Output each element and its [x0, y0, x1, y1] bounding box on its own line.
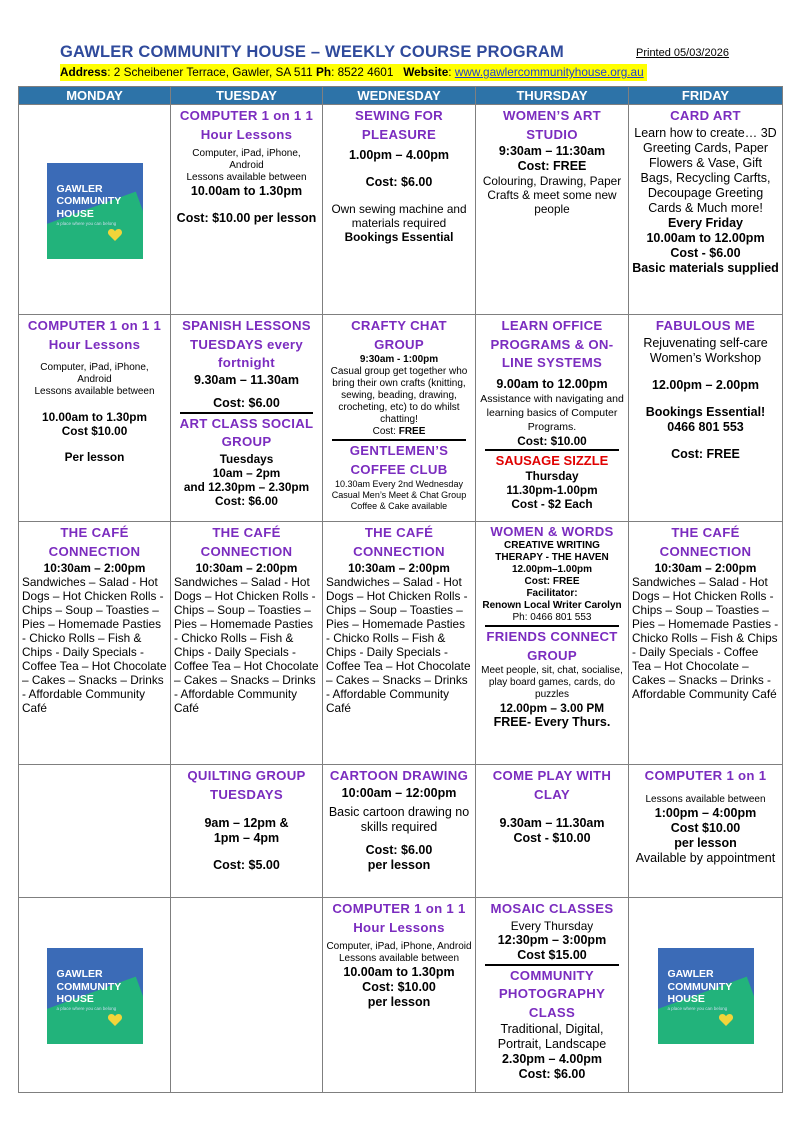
- course-time: 12.00pm – 2.00pm: [651, 377, 759, 392]
- gawler-logo: [658, 948, 754, 1044]
- course-cost: Cost: $10.00: [517, 433, 587, 448]
- course-day-2: Tuesdays: [219, 451, 274, 466]
- printed-date: Printed 05/03/2026: [636, 47, 729, 59]
- gawler-logo: [47, 948, 143, 1044]
- cell-fri-card-art: [629, 105, 783, 315]
- course-title: WOMEN’S ART STUDIO: [502, 108, 602, 142]
- divider: [485, 964, 619, 966]
- day-wednesday: WEDNESDAY: [323, 87, 476, 105]
- divider: [485, 625, 619, 627]
- cell-tue-cafe: [171, 522, 323, 765]
- website-link[interactable]: www.gawlercommunityhouse.org.au: [454, 65, 644, 79]
- logo-tagline: a place where you can belong: [56, 1006, 117, 1011]
- course-time: 9.30am – 11.30am: [499, 816, 605, 830]
- cell-mon-empty: [19, 765, 171, 898]
- course-title: MOSAIC CLASSES: [490, 901, 614, 916]
- address-text: : 2 Scheibener Terrace, Gawler, SA 511: [107, 65, 313, 79]
- appointment-note: Available by appointment: [635, 850, 776, 865]
- course-title: FABULOUS ME: [655, 318, 756, 333]
- divider: [485, 449, 619, 451]
- cell-mon-logo-2: [19, 898, 171, 1093]
- course-title-2: COMMUNITY PHOTOGRAPHY CLASS: [498, 967, 606, 1020]
- cell-tue-quilting: [171, 765, 323, 898]
- address-label: Address: [60, 65, 108, 79]
- cell-wed-cartoon: [323, 765, 476, 898]
- cell-wed-sewing: [323, 105, 476, 315]
- course-title: THE CAFÉ CONNECTION: [353, 525, 445, 559]
- course-time-2: 12.00pm – 3.00 PM: [499, 701, 605, 715]
- course-title: COMPUTER 1 on 1 1 Hour Lessons: [332, 901, 466, 935]
- course-day-2: Thursday: [525, 468, 579, 483]
- course-time: 10.00am to 12.00pm: [646, 230, 765, 245]
- cell-tue-computer: [171, 105, 323, 315]
- course-cost-2: Cost - $2 Each: [511, 496, 593, 511]
- cell-tue-empty: [171, 898, 323, 1093]
- logo-name: GAWLER COMMUNITY HOUSE: [56, 182, 122, 220]
- course-cost: Cost: FREE: [671, 446, 740, 461]
- address-bar: [60, 64, 647, 81]
- course-cost-2: FREE- Every Thurs.: [493, 715, 611, 729]
- cafe-menu: Sandwiches – Salad - Hot Dogs – Hot Chicken Rolls - Chips – Soup – Toasties – Pies – Homemade Pasties - Chicko Rolls – Fish & Chips - Daily Specials - Coffee Tea – Hot Chocolate – Cakes – Snacks – Drinks - Affordable Community Café: [632, 575, 779, 701]
- availability-text: Lessons available between: [338, 953, 460, 964]
- course-subtitle: CREATIVE WRITING THERAPY - THE HAVEN: [495, 540, 609, 563]
- course-time: 10.00am to 1.30pm: [190, 184, 303, 198]
- course-cost: Cost: FREE: [517, 159, 587, 173]
- cell-wed-computer: [323, 898, 476, 1093]
- contact-phone: 0466 801 553: [667, 419, 744, 434]
- cell-thu-office: [476, 315, 629, 522]
- course-cost: Cost $15.00: [517, 947, 587, 962]
- course-cost: Cost: FREE: [524, 576, 580, 587]
- course-title: QUILTING GROUP TUESDAYS: [187, 768, 306, 802]
- cell-mon-logo: [19, 105, 171, 315]
- course-cost: Cost - $10.00: [513, 831, 591, 845]
- schedule-row-5: [19, 898, 783, 1093]
- cell-thu-mosaic-photo: [476, 898, 629, 1093]
- course-time: 10.00am to 1.30pm: [42, 410, 147, 424]
- course-title: WOMEN & WORDS: [490, 524, 614, 539]
- materials-note: Basic materials supplied: [632, 260, 779, 275]
- facilitator-name: Renown Local Writer Carolyn: [482, 600, 622, 611]
- logo-name: GAWLER COMMUNITY HOUSE: [56, 968, 122, 1005]
- cafe-menu: Sandwiches – Salad - Hot Dogs – Hot Chicken Rolls - Chips – Soup – Toasties – Pies – Homemade Pasties - Chicko Rolls – Fish & Chips - Daily Specials - Coffee Tea – Hot Chocolate – Cakes – Snacks – Drinks - Affordable Community Café: [22, 575, 167, 715]
- course-title: THE CAFÉ CONNECTION: [200, 525, 293, 559]
- devices-text: Computer, iPad, iPhone, Android: [192, 148, 301, 171]
- course-title: CRAFTY CHAT GROUP: [351, 318, 447, 352]
- course-time: 12:30pm – 3:00pm: [497, 932, 607, 947]
- course-title-2: GENTLEMEN’S COFFEE CLUB: [349, 443, 449, 477]
- course-desc-2: 10.30am Every 2nd Wednesday Casual Men’s Meet & Chat Group: [331, 479, 467, 500]
- course-day: Every Thursday: [510, 918, 594, 933]
- course-title: COMPUTER 1 on 1 1 Hour Lessons: [179, 108, 314, 142]
- cell-wed-crafty-chat: [323, 315, 476, 522]
- cell-fri-logo: [629, 898, 783, 1093]
- course-extra-2: Coffee & Cake available: [350, 501, 448, 511]
- course-title: LEARN OFFICE PROGRAMS & ON-LINE SYSTEMS: [490, 318, 614, 370]
- booking-note: Bookings Essential!: [645, 404, 766, 419]
- website-label: Website: [403, 65, 449, 79]
- course-cost: Cost: $6.00: [365, 842, 433, 857]
- contact-phone: Ph: 0466 801 553: [512, 612, 592, 623]
- cell-fri-cafe: [629, 522, 783, 765]
- course-time: 1.00pm – 4.00pm: [348, 148, 450, 162]
- cell-thu-clay: [476, 765, 629, 898]
- course-time: 10:00am – 12:00pm: [341, 785, 457, 800]
- course-time: 10:30am – 2:00pm: [43, 561, 146, 575]
- heart-icon: [718, 1012, 734, 1028]
- course-time: 10.00am to 1.30pm: [343, 965, 455, 979]
- course-cost: Cost: $6.00: [213, 395, 280, 410]
- schedule-row-3: [19, 522, 783, 765]
- cell-fri-computer: [629, 765, 783, 898]
- course-time: 9.00am to 12.00pm: [496, 376, 608, 391]
- course-cost: Cost: $6.00: [365, 175, 433, 189]
- course-title-2: ART CLASS SOCIAL GROUP: [179, 415, 314, 449]
- course-timetable: [18, 86, 783, 1093]
- course-time: 10:30am – 2:00pm: [654, 561, 757, 575]
- course-cost: Cost: $10.00: [362, 980, 436, 994]
- website-sep: :: [448, 65, 455, 79]
- course-desc: Assistance with navigating and learning basics of Computer Programs.: [480, 392, 624, 433]
- phone-text: : 8522 4601: [331, 65, 394, 79]
- course-time: 12.00pm–1.00pm: [511, 564, 593, 575]
- course-time-2a: 10am – 2pm: [212, 465, 281, 480]
- day-friday: FRIDAY: [629, 87, 783, 105]
- heart-icon: [107, 1012, 123, 1028]
- course-desc-2: Traditional, Digital, Portrait, Landscape: [497, 1022, 607, 1051]
- course-title-2: SAUSAGE SIZZLE: [495, 452, 609, 468]
- course-title: CARD ART: [670, 108, 741, 123]
- cell-tue-spanish-art: [171, 315, 323, 522]
- course-time: 10:30am – 2:00pm: [195, 561, 298, 575]
- day-thursday: THURSDAY: [476, 87, 629, 105]
- course-time-b: 1pm – 4pm: [213, 831, 280, 845]
- cell-mon-computer: [19, 315, 171, 522]
- day-monday: MONDAY: [19, 87, 171, 105]
- cafe-menu: Sandwiches – Salad - Hot Dogs – Hot Chicken Rolls - Chips – Soup – Toasties – Pies – Homemade Pasties - Chicko Rolls – Fish & Chips - Daily Specials - Coffee Tea – Hot Chocolate – Cakes – Snacks – Drinks - Affordable Community Café: [174, 575, 319, 715]
- schedule-row-1: [19, 105, 783, 315]
- course-title: THE CAFÉ CONNECTION: [48, 525, 141, 559]
- per-lesson: per lesson: [367, 995, 431, 1009]
- course-desc: Learn how to create… 3D Greeting Cards, Paper Flowers & Vase, Gift Bags, Recycling Carfts, Decoupage Greeting Cards & Much more!: [634, 125, 777, 215]
- heart-icon: [107, 227, 123, 243]
- facilitator-label: Facilitator:: [526, 588, 578, 599]
- schedule-row-4: [19, 765, 783, 898]
- logo-tagline: a place where you can belong: [56, 220, 117, 226]
- availability-text: Lessons available between: [645, 793, 766, 805]
- devices-text: Computer, iPad, iPhone, Android: [326, 941, 472, 952]
- cell-fri-fabulous-me: [629, 315, 783, 522]
- per-lesson: per lesson: [367, 857, 431, 872]
- course-cost: Cost: $10.00 per lesson: [176, 211, 317, 225]
- course-title: THE CAFÉ CONNECTION: [659, 525, 752, 559]
- devices-text: Computer, iPad, iPhone, Android: [40, 362, 149, 385]
- course-time: 10:30am – 2:00pm: [348, 561, 450, 575]
- course-cost: Cost: FREE: [372, 426, 426, 437]
- logo-name: GAWLER COMMUNITY HOUSE: [667, 968, 733, 1005]
- course-time-a: 9am – 12pm &: [204, 816, 289, 830]
- course-day: Every Friday: [667, 215, 744, 230]
- logo-tagline: a place where you can belong: [667, 1006, 728, 1011]
- course-time: 9.30am – 11.30am: [194, 372, 299, 387]
- cell-mon-cafe: [19, 522, 171, 765]
- booking-note: Bookings Essential: [344, 230, 454, 244]
- schedule-row-2: [19, 315, 783, 522]
- course-desc: Rejuvenating self-care Women’s Workshop: [643, 335, 768, 365]
- availability-text: Lessons available between: [186, 172, 307, 183]
- per-lesson: per lesson: [674, 835, 737, 850]
- course-cost-2: Cost: $6.00: [518, 1067, 586, 1081]
- per-lesson: Per lesson: [64, 450, 125, 464]
- course-cost: Cost: $5.00: [213, 858, 280, 872]
- course-cost: Cost - $6.00: [670, 245, 741, 260]
- course-time: 9:30am - 1:00pm: [359, 354, 439, 365]
- course-title-2: FRIENDS CONNECT GROUP: [486, 629, 618, 663]
- cell-thu-art-studio: [476, 105, 629, 315]
- course-title: SEWING FOR PLEASURE: [355, 108, 443, 142]
- phone-label: Ph: [312, 65, 332, 79]
- cell-thu-women-words: [476, 522, 629, 765]
- course-title: COMPUTER 1 on 1 1 Hour Lessons: [27, 318, 162, 352]
- day-header-row: [19, 87, 783, 105]
- course-note: Own sewing machine and materials required: [331, 202, 467, 230]
- course-desc: Basic cartoon drawing no skills required: [328, 804, 470, 834]
- course-desc: Casual group get together who bring their own crafts (knitting, sewing, beading, drawing, crocheting, etc) to do whilst chatting!: [330, 366, 468, 425]
- course-time: 1:00pm – 4:00pm: [654, 805, 757, 820]
- course-time-2: 2.30pm – 4.00pm: [501, 1052, 603, 1066]
- course-desc-2: Meet people, sit, chat, socialise, play board games, cards, do puzzles: [481, 665, 623, 700]
- course-title: COME PLAY WITH CLAY: [492, 768, 612, 802]
- course-time-2: 11.30pm-1.00pm: [506, 482, 598, 497]
- course-title: SPANISH LESSONS TUESDAYS every fortnight: [182, 318, 311, 370]
- course-time: 9:30am – 11:30am: [498, 144, 606, 158]
- availability-text: Lessons available between: [34, 386, 155, 397]
- page-title: GAWLER COMMUNITY HOUSE – WEEKLY COURSE PROGRAM: [60, 43, 564, 61]
- course-cost-2: Cost: $6.00: [215, 493, 278, 508]
- gawler-logo: [47, 163, 143, 259]
- course-cost: Cost $10.00: [61, 424, 128, 438]
- course-time-2b: and 12.30pm – 2.30pm: [183, 479, 310, 494]
- cafe-menu: Sandwiches – Salad - Hot Dogs – Hot Chicken Rolls - Chips – Soup – Toasties – Pies – Homemade Pasties - Chicko Rolls – Fish & Chips - Daily Specials - Coffee Tea – Hot Chocolate – Cakes – Snacks – Drinks - Affordable Community Café: [326, 575, 471, 715]
- day-tuesday: TUESDAY: [171, 87, 323, 105]
- cell-wed-cafe: [323, 522, 476, 765]
- divider: [180, 412, 313, 414]
- course-desc: Colouring, Drawing, Paper Crafts & meet some new people: [482, 174, 622, 216]
- course-title: COMPUTER 1 on 1: [644, 768, 767, 783]
- course-cost: Cost $10.00: [670, 820, 741, 835]
- divider: [332, 439, 466, 441]
- course-title: CARTOON DRAWING: [329, 768, 469, 783]
